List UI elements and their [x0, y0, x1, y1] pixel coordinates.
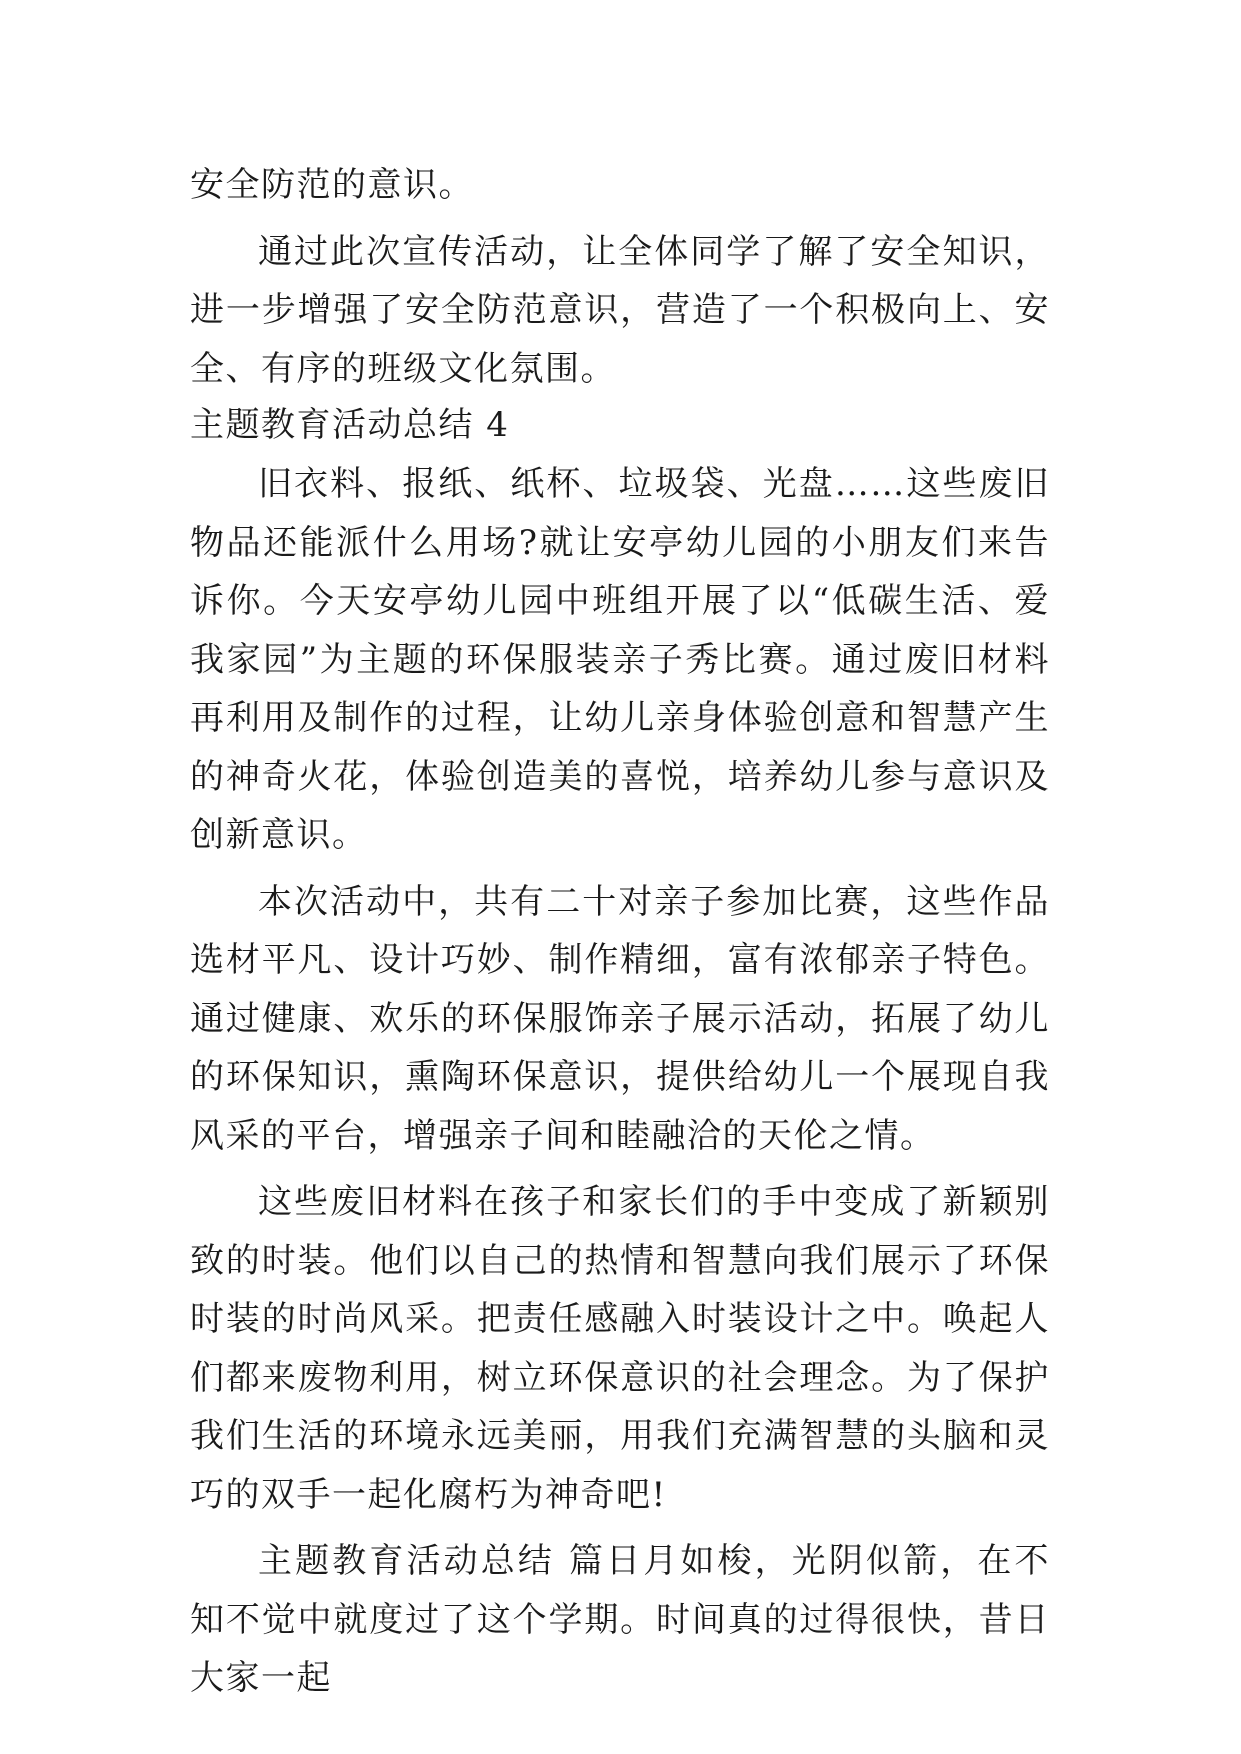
document-body — [190, 156, 1050, 1708]
section-heading-4: 主题教育活动总结 4 — [190, 405, 510, 445]
paragraph-semester-summary: 主题教育活动总结 篇日月如梭，光阴似箭，在不知不觉中就度过了这个学期。时间真的过得很快，昔日大家一起 — [190, 1541, 1050, 1698]
paragraph-continuation: 安全防范的意识。 — [190, 165, 474, 205]
paragraph-campaign-result: 通过此次宣传活动，让全体同学了解了安全知识，进一步增强了安全防范意识，营造了一个积极向上、安全、有序的班级文化氛围。 — [190, 231, 1050, 389]
paragraph-competition: 本次活动中，共有二十对亲子参加比赛，这些作品选材平凡、设计巧妙、制作精细，富有浓郁亲子特色。通过健康、欢乐的环保服饰亲子展示活动，拓展了幼儿的环保知识，熏陶环保意识，提供给幼儿一个展现自我风采的平台，增强亲子间和睦融洽的天伦之情。 — [190, 881, 1050, 1156]
paragraph-fashion: 这些废旧材料在孩子和家长们的手中变成了新颖别致的时装。他们以自己的热情和智慧向我们展示了环保时装的时尚风采。把责任感融入时装设计之中。唤起人们都来废物利用，树立环保意识的社会理念。为了保护我们生活的环境永远美丽，用我们充满智慧的头脑和灵巧的双手一起化腐朽为神奇吧! — [190, 1182, 1050, 1515]
paragraph-recycled-materials: 旧衣料、报纸、纸杯、垃圾袋、光盘……这些废旧物品还能派什么用场?就让安亭幼儿园的小朋友们来告诉你。今天安亭幼儿园中班组开展了以“低碳生活、爱我家园”为主题的环保服装亲子秀比赛。通过废旧材料再利用及制作的过程，让幼儿亲身体验创意和智慧产生的神奇火花，体验创造美的喜悦，培养幼儿参与意识及创新意识。 — [190, 464, 1050, 855]
